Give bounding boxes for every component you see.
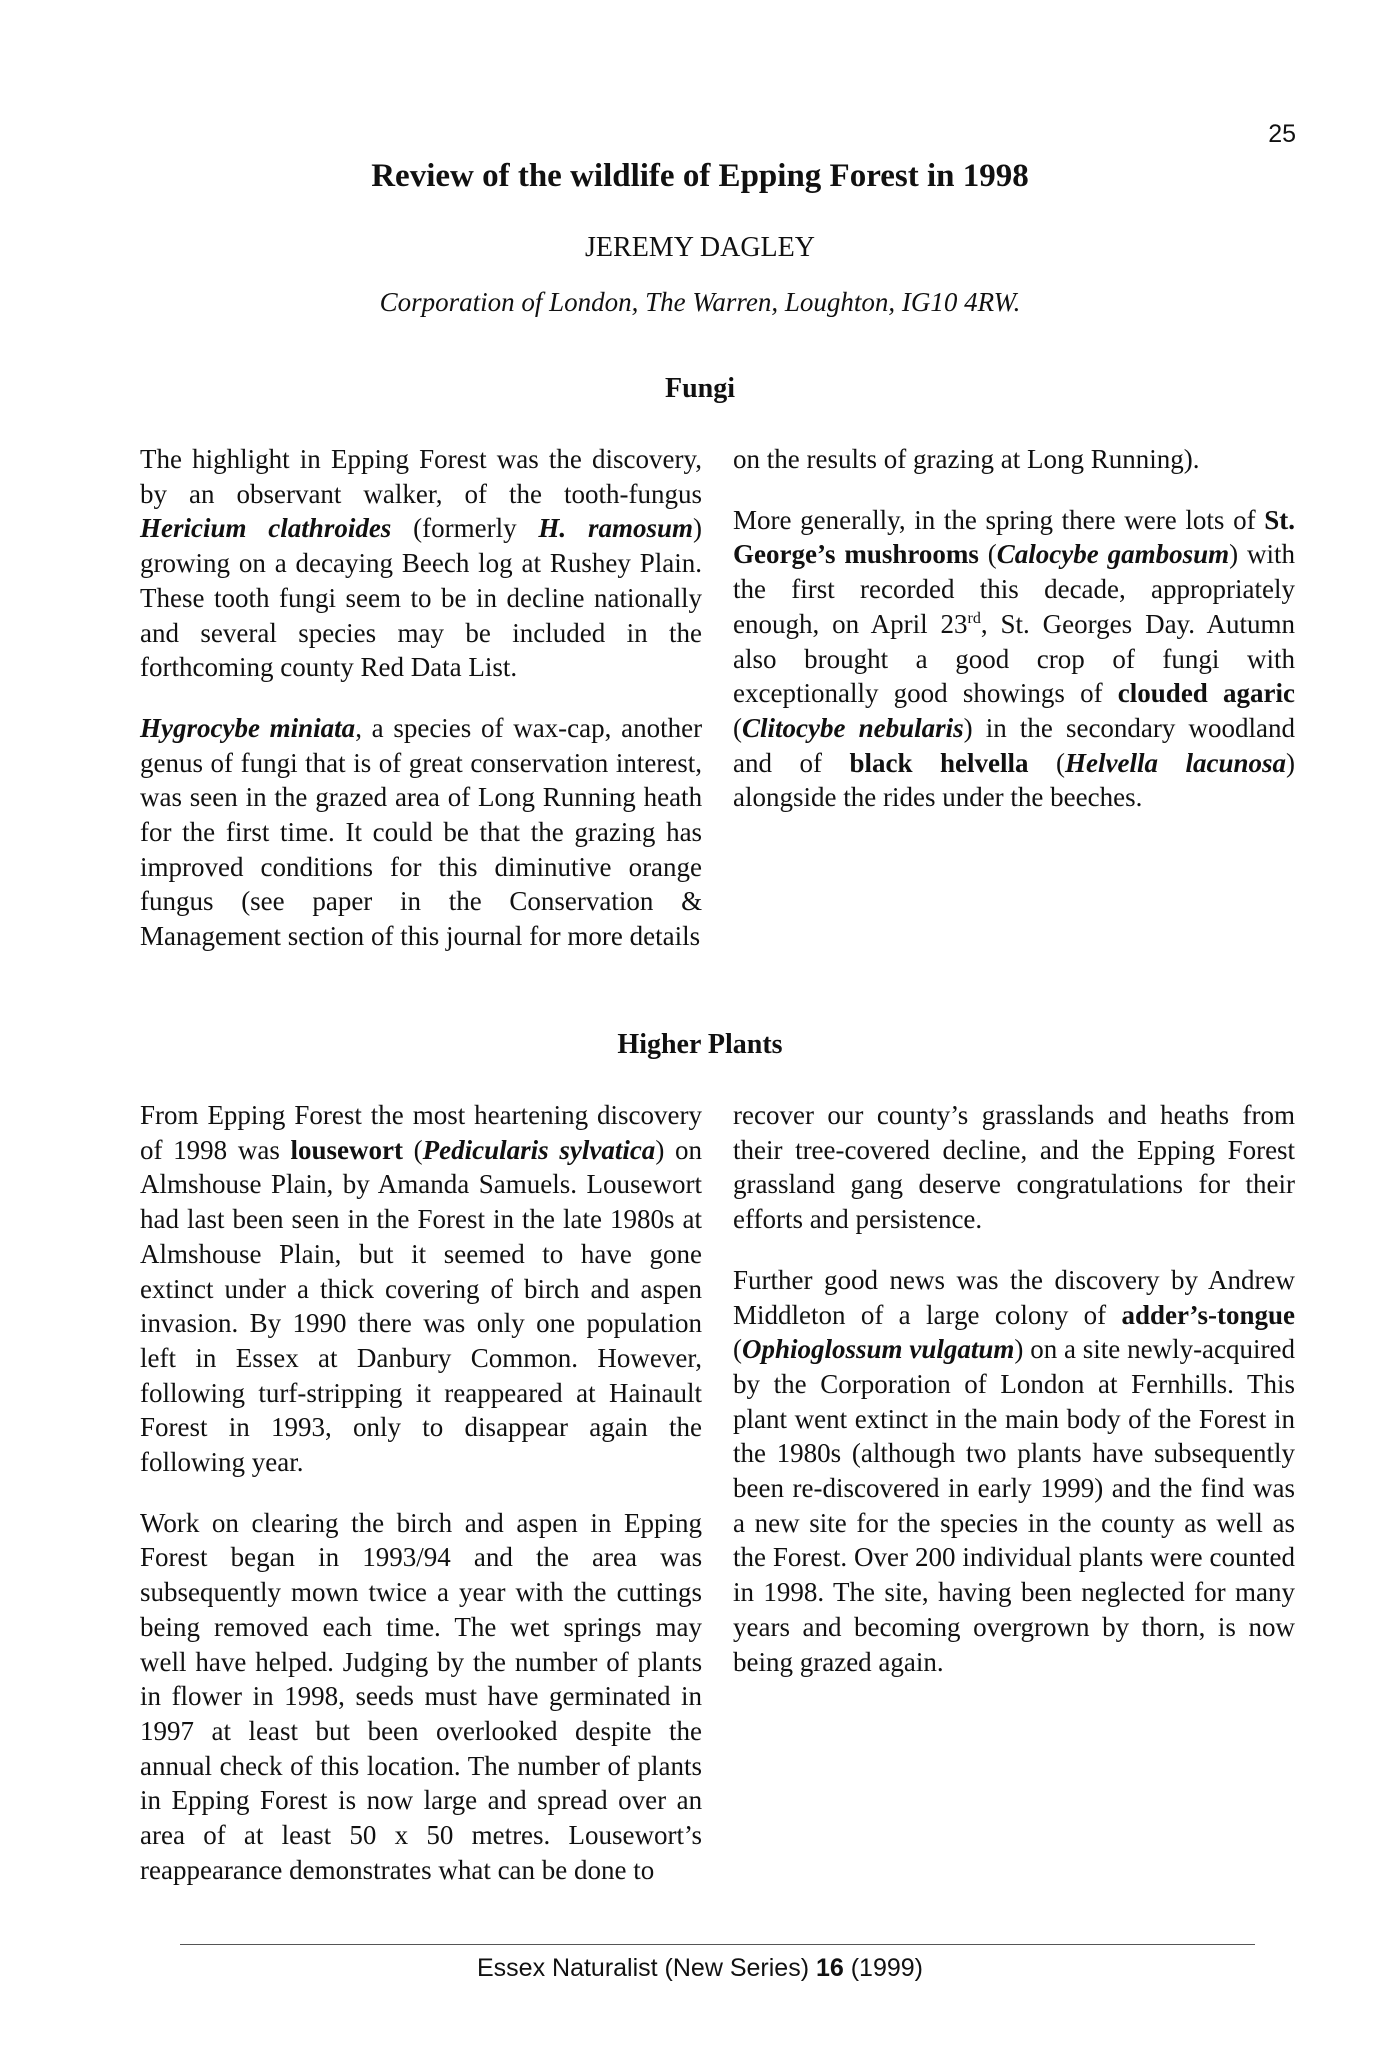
plants-paragraph-2: Work on clearing the birch and aspen in Epping Forest began in 1993/94 and the area was subsequently mown twice a year with the cuttings being removed each time. The wet springs may well have helped. Judging by the number of plants in flower in 1998, seeds must have germinated in 1997 at least but been overlooked despite the annual check of this location. The number of plants in Epping Forest is now large and spread over an area of at least 50 x 50 metres. Lousewort’s reappearance demonstrates what can be done to (140, 1507, 703, 1885)
author-affiliation: Corporation of London, The Warren, Loughton, IG10 4RW. (379, 287, 1021, 317)
footer-divider (180, 1944, 1255, 1945)
species-name: Ophioglossum vulgatum (742, 1334, 1015, 1365)
section-heading-fungi: Fungi (664, 373, 736, 404)
article-title: Review of the wildlife of Epping Forest in 1998 (371, 158, 1029, 194)
page-number: 25 (1268, 120, 1296, 148)
author-name: JEREMY DAGLEY (585, 232, 815, 263)
plants-paragraph-3: Further good news was the discovery by Andrew Middleton of a large colony of adder’s-tongue (Ophioglossum vulgatum) on a site newly-acquired by the Corporation of London at Fernhills. This plant went extinct in the main body of the Forest in the 1980s (although two plants have subsequently been re-discovered in early 1999) and the find was a new site for the species in the county as well as the Forest. Over 200 individual plants were counted in 1998. The site, having been neglected for many years and becoming overgrown by thorn, is now being grazed again. (733, 1264, 1296, 1677)
common-name: St. George’s mushrooms (733, 504, 1295, 570)
fungi-paragraph-3: More generally, in the spring there were lots of St. George’s mushrooms (Calocybe gambosum) with the first recorded this decade, appropriately enough, on April 23rd, St. Georges Day. Autumn also brought a good crop of fungi with exceptionally good showings of clouded agaric (Clitocybe nebularis) in the secondary woodland and of black helvella (Helvella lacunosa) alongside the rides under the beeches. (733, 504, 1295, 813)
plants-paragraph-1: From Epping Forest the most heartening discovery of 1998 was lousewort (Pedicularis sylvatica) on Almshouse Plain, by Amanda Samuels. Lousewort had last been seen in the Forest in the late 1980s at Almshouse Plain, but it seemed to have gone extinct under a thick covering of birch and aspen invasion. By 1990 there was only one population left in Essex at Danbury Common. However, following turf-stripping it reappeared at Hainault Forest in 1993, only to disappear again the following year. (140, 1100, 702, 1478)
species-name: Pedicularis sylvatica (422, 1134, 656, 1165)
volume-number: 16 (815, 1954, 844, 1982)
species-name: Clitocybe nebularis (742, 712, 964, 743)
plants-column-left (140, 1098, 702, 1913)
species-name: Hygrocybe (140, 712, 260, 743)
plants-column-right (733, 1098, 1295, 1705)
fungi-paragraph-2-continued: on the results of grazing at Long Running). (733, 444, 1200, 474)
plants-paragraph-2-continued: recover our county’s grasslands and heaths from their tree-covered decline, and the Epping Forest grassland gang deserve congratulations for their efforts and persistence. (733, 1100, 1296, 1235)
species-name: Helvella lacunosa (1065, 747, 1286, 778)
species-name (260, 713, 270, 743)
fungi-column-left (140, 442, 702, 980)
species-name: miniata (269, 712, 356, 743)
species-name: Calocybe gambosum (996, 539, 1230, 570)
common-name: adder’s-tongue (1121, 1299, 1295, 1330)
common-name: black helvella (849, 747, 1029, 778)
fungi-paragraph-1: The highlight in Epping Forest was the discovery, by an observant walker, of the tooth-fungus Hericium clathroides (formerly H. ramosum) growing on a decaying Beech log at Rushey Plain. These tooth fungi seem to be in decline nationally and several species may be included in the forthcoming county Red Data List. (140, 444, 702, 683)
fungi-column-right (733, 442, 1295, 841)
common-name: clouded agaric (1117, 678, 1295, 709)
fungi-paragraph-2: Hygrocybe miniata, a species of wax-cap, another genus of fungi that is of great conservation interest, was seen in the grazed area of Long Running heath for the first time. It could be that the grazing has improved conditions for this diminutive orange fungus (see paper in the Conservation & Management section of this journal for more details (140, 712, 703, 952)
journal-footer: Essex Naturalist (New Series) 16 (1999) (476, 1954, 923, 1982)
species-name: H. ramosum (538, 513, 693, 544)
section-heading-higher-plants: Higher Plants (617, 1029, 783, 1060)
common-name: lousewort (290, 1134, 403, 1165)
species-name: Hericium clathroides (140, 513, 392, 544)
